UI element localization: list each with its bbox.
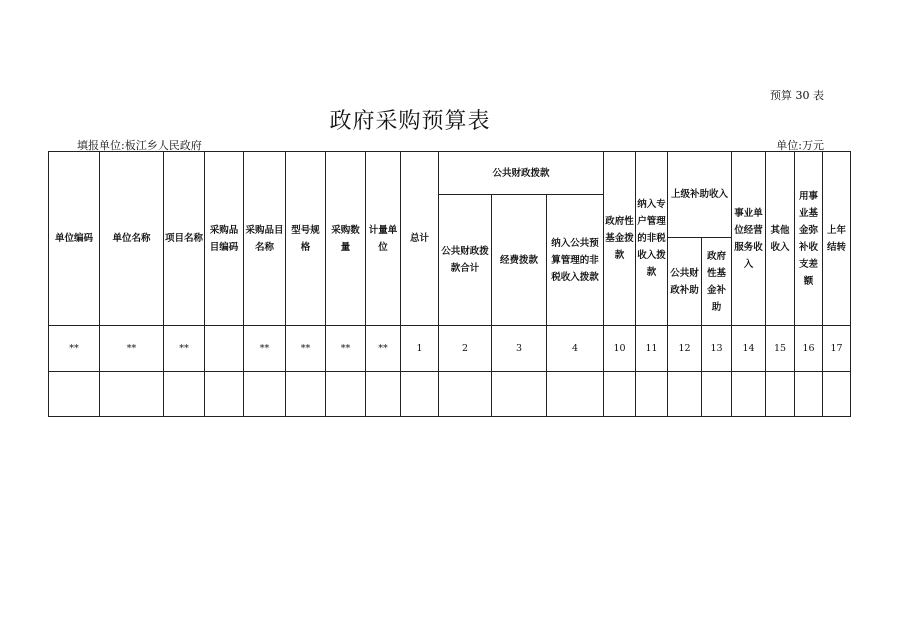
index-cell: 15 [766, 326, 795, 372]
data-cell [164, 372, 205, 417]
col-sup-public-finance: 公共财政补助 [668, 238, 702, 326]
data-cell [702, 372, 732, 417]
col-model-spec: 型号规格 [286, 152, 326, 326]
index-cell: 14 [732, 326, 766, 372]
col-item-code: 采购品目编码 [205, 152, 244, 326]
index-cell: 3 [492, 326, 547, 372]
col-other-income: 其他收入 [766, 152, 795, 326]
data-cell [547, 372, 604, 417]
col-total: 总计 [401, 152, 439, 326]
col-group-superior-subsidy: 上级补助收入 [668, 152, 732, 238]
col-quantity: 采购数量 [326, 152, 366, 326]
index-cell: 2 [439, 326, 492, 372]
data-cell [100, 372, 164, 417]
index-cell: ** [49, 326, 100, 372]
index-cell: 13 [702, 326, 732, 372]
col-fund-make-up: 用事业基金弥补收支差额 [795, 152, 823, 326]
index-cell [205, 326, 244, 372]
index-cell: 17 [823, 326, 851, 372]
index-cell: 11 [636, 326, 668, 372]
data-cell [244, 372, 286, 417]
data-cell [366, 372, 401, 417]
col-carryover: 上年结转 [823, 152, 851, 326]
index-cell: ** [326, 326, 366, 372]
data-cell [286, 372, 326, 417]
column-index-row [49, 326, 851, 372]
index-cell: ** [164, 326, 205, 372]
page-title: 政府采购预算表 [329, 109, 491, 134]
index-cell: 4 [547, 326, 604, 372]
col-group-public-finance: 公共财政拨款 [439, 152, 604, 195]
col-unit-name: 单位名称 [100, 152, 164, 326]
col-sup-gov-fund: 政府性基金补助 [702, 238, 732, 326]
col-item-name: 采购品目名称 [244, 152, 286, 326]
index-cell: ** [366, 326, 401, 372]
procurement-budget-table [48, 151, 851, 417]
data-cell [668, 372, 702, 417]
data-cell [439, 372, 492, 417]
index-cell: ** [244, 326, 286, 372]
index-cell: 1 [401, 326, 439, 372]
table-number: 预算 30 表 [770, 89, 824, 102]
col-project-name: 项目名称 [164, 152, 205, 326]
data-cell [326, 372, 366, 417]
col-gov-fund: 政府性基金拨款 [604, 152, 636, 326]
data-cell [823, 372, 851, 417]
col-unit-code: 单位编码 [49, 152, 100, 326]
col-business-income: 事业单位经营服务收入 [732, 152, 766, 326]
col-non-tax-budget: 纳入公共预算管理的非税收入拨款 [547, 195, 604, 326]
col-expense-alloc: 经费拨款 [492, 195, 547, 326]
index-cell: 16 [795, 326, 823, 372]
currency-unit: 单位:万元 [776, 139, 824, 152]
data-cell [795, 372, 823, 417]
data-row [49, 372, 851, 417]
col-public-finance-total: 公共财政拨款合计 [439, 195, 492, 326]
data-cell [401, 372, 439, 417]
data-cell [49, 372, 100, 417]
data-cell [604, 372, 636, 417]
reporting-unit: 填报单位:板江乡人民政府 [77, 139, 202, 152]
data-cell [492, 372, 547, 417]
data-cell [732, 372, 766, 417]
index-cell: ** [100, 326, 164, 372]
data-cell [636, 372, 668, 417]
col-measure-unit: 计量单位 [366, 152, 401, 326]
col-special-non-tax: 纳入专户管理的非税收入拨款 [636, 152, 668, 326]
index-cell: 12 [668, 326, 702, 372]
data-cell [205, 372, 244, 417]
index-cell: ** [286, 326, 326, 372]
data-cell [766, 372, 795, 417]
index-cell: 10 [604, 326, 636, 372]
